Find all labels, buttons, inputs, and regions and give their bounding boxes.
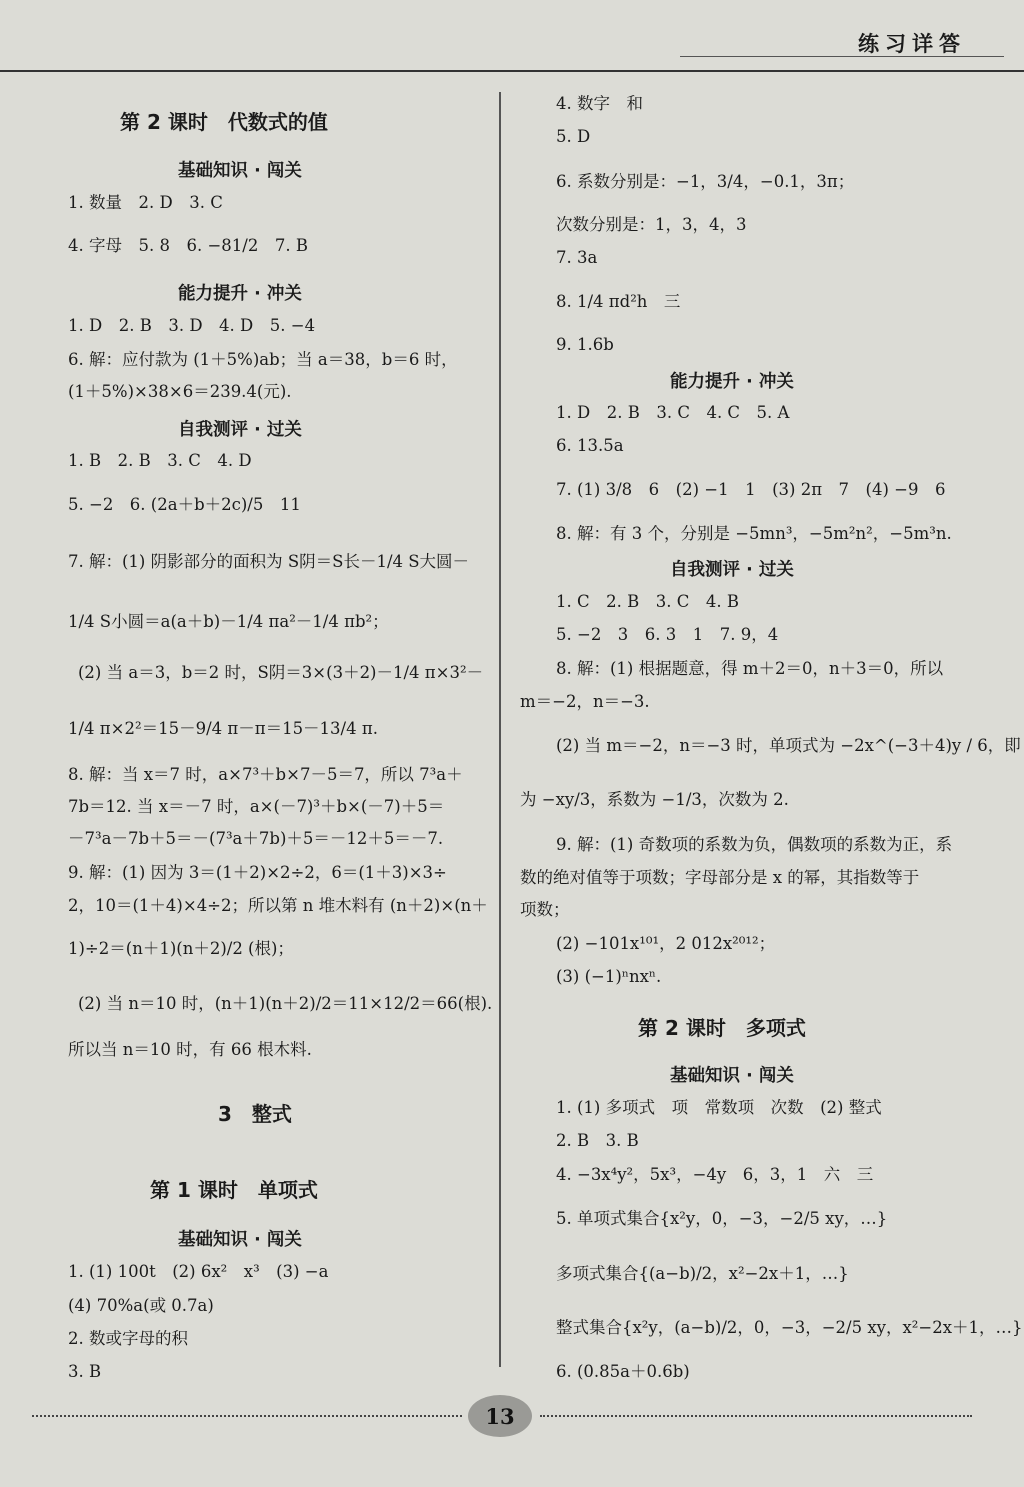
answer-line: 1. 数量 2. D 3. C bbox=[68, 193, 223, 212]
header-rule bbox=[0, 70, 1024, 72]
section-heading: 自我测评 · 过关 bbox=[670, 560, 794, 580]
answer-line: m＝−2，n＝−3. bbox=[520, 692, 650, 711]
answer-line: (4) 70%a(或 0.7a) bbox=[68, 1296, 214, 1315]
answer-line: 3. B bbox=[68, 1362, 102, 1381]
answer-line: 1)÷2＝(n＋1)(n＋2)/2 (根)； bbox=[68, 939, 294, 958]
answer-line: 4. 字母 5. 8 6. −81/2 7. B bbox=[68, 236, 308, 255]
answer-line: 2. 数或字母的积 bbox=[68, 1329, 188, 1348]
answer-line: 所以当 n＝10 时，有 66 根木料. bbox=[68, 1040, 312, 1059]
answer-line: 整式集合{x²y，(a−b)/2，0，−3，−2/5 xy，x²−2x＋1，…} bbox=[556, 1318, 1023, 1337]
answer-line: 项数； bbox=[520, 900, 570, 919]
answer-line: (1＋5%)×38×6＝239.4(元). bbox=[68, 382, 292, 401]
answer-line: 1/4 S小圆＝a(a＋b)－1/4 πa²－1/4 πb²； bbox=[68, 612, 389, 631]
answer-line: 1/4 π×2²＝15－9/4 π－π＝15－13/4 π. bbox=[68, 719, 378, 738]
answer-line: 2. B 3. B bbox=[556, 1131, 639, 1150]
answer-line: 5. −2 3 6. 3 1 7. 9，4 bbox=[556, 625, 779, 644]
answer-line: 1. (1) 多项式 项 常数项 次数 (2) 整式 bbox=[556, 1098, 882, 1117]
answer-line: 8. 解：有 3 个，分别是 −5mn³，−5m²n²，−5m³n. bbox=[556, 524, 952, 543]
answer-line: 6. 13.5a bbox=[556, 436, 624, 455]
answer-line: 4. 数字 和 bbox=[556, 94, 643, 113]
answer-line: 9. 解：(1) 奇数项的系数为负，偶数项的系数为正，系 bbox=[556, 835, 953, 854]
answer-line: 5. 单项式集合{x²y，0，−3，−2/5 xy，…} bbox=[556, 1209, 888, 1228]
answer-line: 6. 系数分别是：−1，3/4，−0.1，3π； bbox=[556, 172, 855, 191]
lesson-title: 第 2 课时 多项式 bbox=[638, 1016, 806, 1040]
section-heading: 基础知识 · 闯关 bbox=[178, 1230, 302, 1250]
header-rule-thin bbox=[680, 56, 1004, 57]
answer-line: 8. 解：当 x＝7 时，a×7³＋b×7－5＝7，所以 7³a＋ bbox=[68, 765, 463, 784]
answer-line: 2，10＝(1＋4)×4÷2；所以第 n 堆木料有 (n＋2)×(n＋ bbox=[68, 896, 488, 915]
answer-line: (2) 当 n＝10 时，(n＋1)(n＋2)/2＝11×12/2＝66(根). bbox=[78, 994, 493, 1013]
header-title: 练习详答 bbox=[858, 32, 966, 56]
answer-line: 8. 1/4 πd²h 三 bbox=[556, 292, 681, 311]
answer-line: 7. 解：(1) 阴影部分的面积为 S阴＝S长－1/4 S大圆－ bbox=[68, 552, 470, 571]
footer-dotted-rule-left bbox=[32, 1415, 462, 1417]
answer-line: 8. 解：(1) 根据题意，得 m＋2＝0，n＋3＝0，所以 bbox=[556, 659, 944, 678]
answer-line: (2) −101x¹⁰¹，2 012x²⁰¹²； bbox=[556, 934, 776, 953]
section-heading: 能力提升 · 冲关 bbox=[178, 284, 302, 304]
answer-line: 多项式集合{(a−b)/2，x²−2x＋1，…} bbox=[556, 1264, 849, 1283]
answer-line: 4. −3x⁴y²，5x³，−4y 6，3，1 六 三 bbox=[556, 1165, 874, 1184]
answer-line: 1. D 2. B 3. C 4. C 5. A bbox=[556, 403, 790, 422]
answer-line: 为 −xy/3，系数为 −1/3，次数为 2. bbox=[520, 790, 789, 809]
footer-dotted-rule-right bbox=[540, 1415, 972, 1417]
answer-line: 1. B 2. B 3. C 4. D bbox=[68, 451, 252, 470]
answer-line: (2) 当 m＝−2，n＝−3 时，单项式为 −2x^(−3＋4)y / 6，即 bbox=[556, 736, 1021, 755]
answer-line: 7b＝12. 当 x＝－7 时，a×(－7)³＋b×(－7)＋5＝ bbox=[68, 797, 445, 816]
page-number: 13 bbox=[485, 1403, 515, 1429]
answer-line: 6. (0.85a＋0.6b) bbox=[556, 1362, 690, 1381]
lesson-title: 第 1 课时 单项式 bbox=[150, 1178, 318, 1202]
answer-line: 5. −2 6. (2a＋b＋2c)/5 11 bbox=[68, 495, 301, 514]
column-divider bbox=[499, 92, 501, 1367]
answer-line: 9. 1.6b bbox=[556, 335, 614, 354]
lesson-title: 第 2 课时 代数式的值 bbox=[120, 110, 328, 134]
answer-line: 7. 3a bbox=[556, 248, 598, 267]
section-heading: 基础知识 · 闯关 bbox=[670, 1066, 794, 1086]
answer-line: 1. (1) 100t (2) 6x² x³ (3) −a bbox=[68, 1262, 329, 1281]
answer-line: (2) 当 a＝3，b＝2 时，S阴＝3×(3＋2)－1/4 π×3²－ bbox=[78, 663, 484, 682]
answer-line: 数的绝对值等于项数；字母部分是 x 的幂，其指数等于 bbox=[520, 868, 920, 887]
chapter-title: 3 整式 bbox=[218, 1102, 292, 1126]
answer-line: －7³a－7b＋5＝－(7³a＋7b)＋5＝－12＋5＝－7. bbox=[68, 829, 444, 848]
answer-line: 1. C 2. B 3. C 4. B bbox=[556, 592, 739, 611]
answer-line: 7. (1) 3/8 6 (2) −1 1 (3) 2π 7 (4) −9 6 bbox=[556, 480, 946, 499]
answer-line: 9. 解：(1) 因为 3＝(1＋2)×2÷2，6＝(1＋3)×3÷ bbox=[68, 863, 447, 882]
section-heading: 能力提升 · 冲关 bbox=[670, 372, 794, 392]
section-heading: 自我测评 · 过关 bbox=[178, 420, 302, 440]
page-number-badge bbox=[468, 1395, 532, 1437]
answer-line: 1. D 2. B 3. D 4. D 5. −4 bbox=[68, 316, 316, 335]
answer-line: 次数分别是：1，3，4，3 bbox=[556, 215, 747, 234]
answer-line: 5. D bbox=[556, 127, 591, 146]
answer-line: (3) (−1)ⁿnxⁿ. bbox=[556, 967, 662, 986]
answer-line: 6. 解：应付款为 (1＋5%)ab；当 a＝38，b＝6 时， bbox=[68, 350, 458, 369]
section-heading: 基础知识 · 闯关 bbox=[178, 161, 302, 181]
